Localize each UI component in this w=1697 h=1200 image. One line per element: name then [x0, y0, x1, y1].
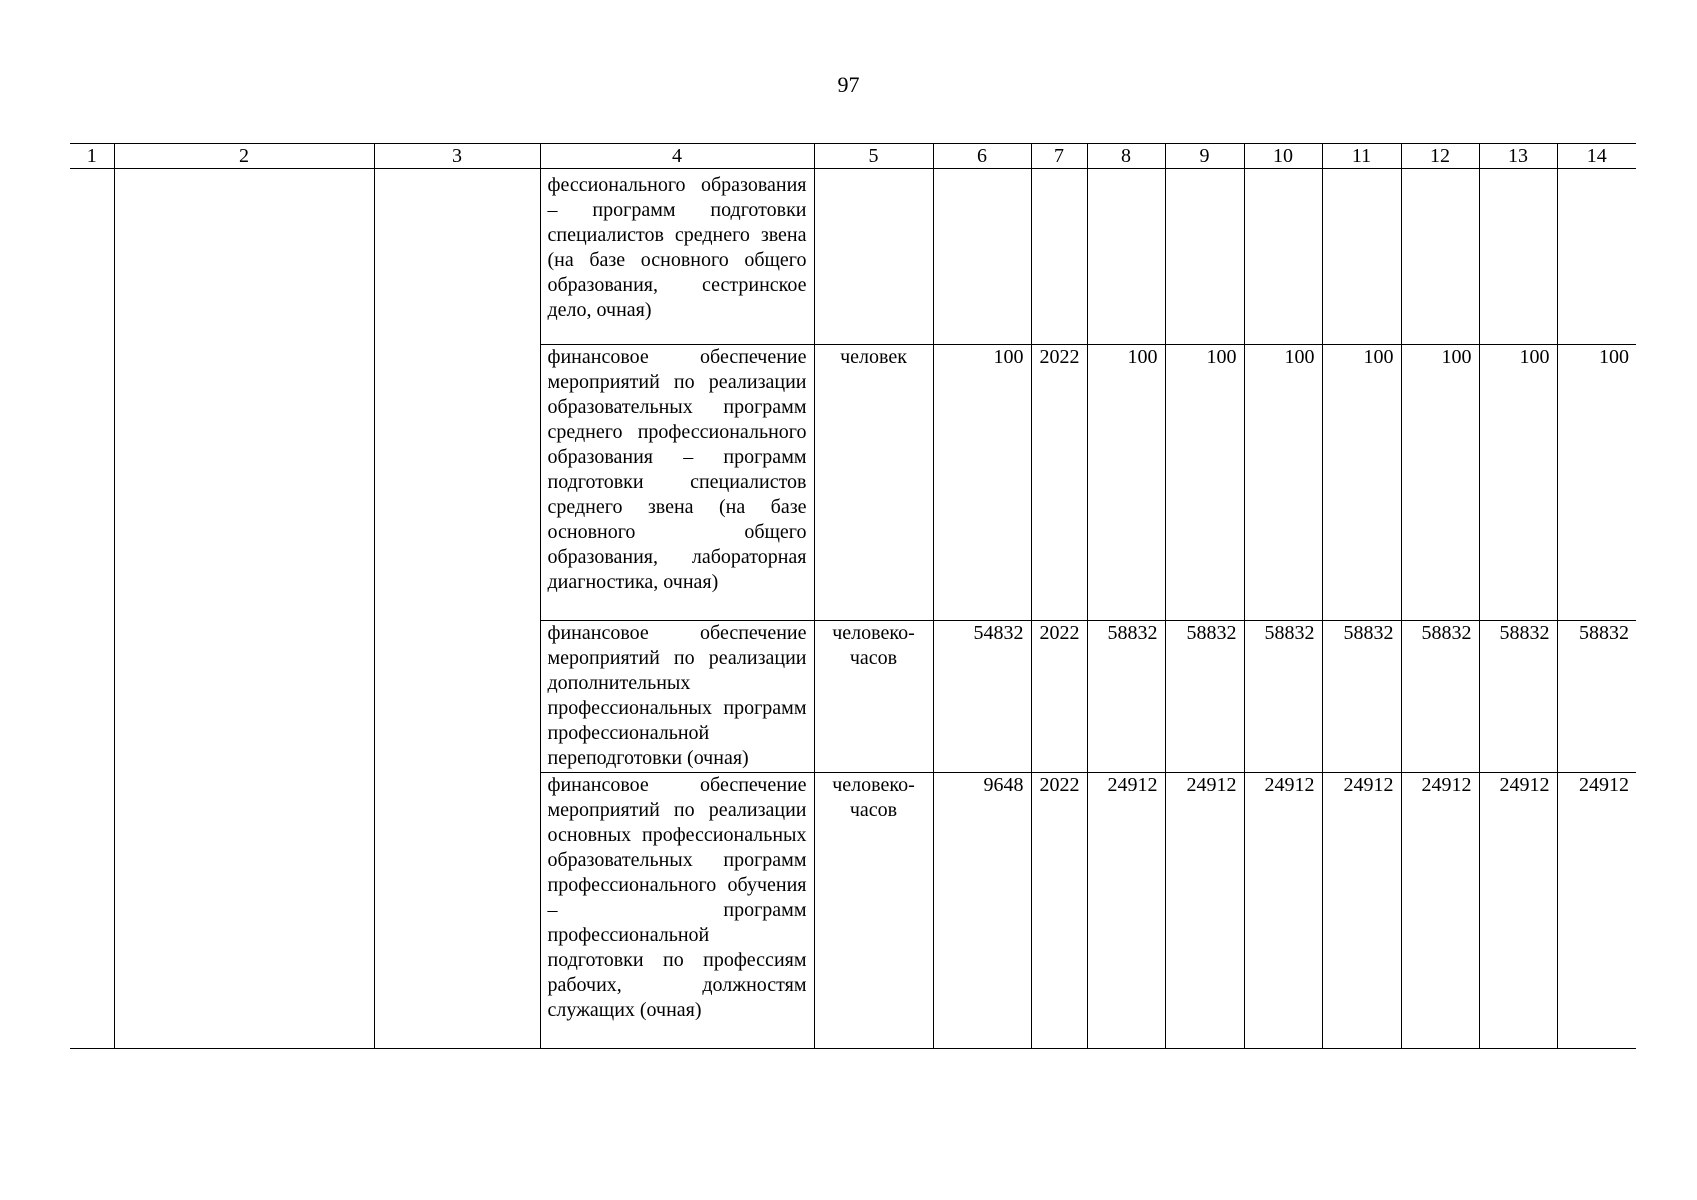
column-header: 14 [1557, 144, 1636, 169]
cell-col-1 [70, 169, 114, 1049]
value-cell: 100 [1087, 345, 1165, 621]
column-header: 4 [540, 144, 814, 169]
value-cell: 100 [1322, 345, 1401, 621]
value-cell: 58832 [1479, 621, 1557, 773]
indicator-description: финансовое обеспечение мероприятий по реализации образовательных программ среднего профессионального образования – программ подготовки специалистов среднего звена (на базе основного общего образования, лабораторная диагностика, очная) [540, 345, 814, 621]
value-cell: 24912 [1479, 773, 1557, 1049]
value-cell [933, 169, 1031, 345]
column-header: 12 [1401, 144, 1479, 169]
value-cell: 24912 [1322, 773, 1401, 1049]
column-header: 8 [1087, 144, 1165, 169]
unit-cell: человек [814, 345, 933, 621]
value-cell [1479, 169, 1557, 345]
indicator-description: финансовое обеспечение мероприятий по реализации основных профессиональных образовательных программ профессионального обучения – программ профессиональной подготовки по профессиям рабочих, должностям служащих (очная) [540, 773, 814, 1049]
column-header: 3 [374, 144, 540, 169]
value-cell: 24912 [1244, 773, 1322, 1049]
cell-col-3 [374, 169, 540, 1049]
column-header: 10 [1244, 144, 1322, 169]
value-cell: 100 [1165, 345, 1244, 621]
value-cell: 100 [1479, 345, 1557, 621]
column-header: 5 [814, 144, 933, 169]
page-number: 97 [837, 72, 860, 97]
value-cell: 58832 [1244, 621, 1322, 773]
indicators-table [70, 143, 1636, 1049]
value-cell: 58832 [1087, 621, 1165, 773]
value-cell [1401, 169, 1479, 345]
value-cell: 58832 [1165, 621, 1244, 773]
value-cell [1322, 169, 1401, 345]
value-cell: 58832 [1322, 621, 1401, 773]
value-cell: 58832 [1557, 621, 1636, 773]
value-cell: 54832 [933, 621, 1031, 773]
value-cell [1244, 169, 1322, 345]
value-cell: 24912 [1087, 773, 1165, 1049]
value-cell: 100 [933, 345, 1031, 621]
year-cell [1031, 169, 1087, 345]
value-cell [1087, 169, 1165, 345]
value-cell: 9648 [933, 773, 1031, 1049]
cell-col-2 [114, 169, 374, 1049]
column-header: 2 [114, 144, 374, 169]
value-cell: 100 [1244, 345, 1322, 621]
value-cell: 24912 [1401, 773, 1479, 1049]
column-header: 7 [1031, 144, 1087, 169]
indicator-description: финансовое обеспечение мероприятий по реализации дополнительных профессиональных программ профессиональной переподготовки (очная) [540, 621, 814, 773]
value-cell: 24912 [1165, 773, 1244, 1049]
unit-cell: человеко-часов [814, 621, 933, 773]
value-cell: 100 [1557, 345, 1636, 621]
column-header: 1 [70, 144, 114, 169]
column-header: 6 [933, 144, 1031, 169]
value-cell [1557, 169, 1636, 345]
year-cell: 2022 [1031, 621, 1087, 773]
year-cell: 2022 [1031, 345, 1087, 621]
table-row [70, 169, 1636, 345]
year-cell: 2022 [1031, 773, 1087, 1049]
column-header: 13 [1479, 144, 1557, 169]
unit-cell: человеко-часов [814, 773, 933, 1049]
unit-cell [814, 169, 933, 345]
column-header: 11 [1322, 144, 1401, 169]
header-row [70, 144, 1636, 169]
column-header: 9 [1165, 144, 1244, 169]
value-cell [1165, 169, 1244, 345]
value-cell: 24912 [1557, 773, 1636, 1049]
value-cell: 58832 [1401, 621, 1479, 773]
indicator-description: фессионального образования – программ подготовки специалистов среднего звена (на базе основного общего образования, сестринское дело, очная) [540, 169, 814, 345]
value-cell: 100 [1401, 345, 1479, 621]
